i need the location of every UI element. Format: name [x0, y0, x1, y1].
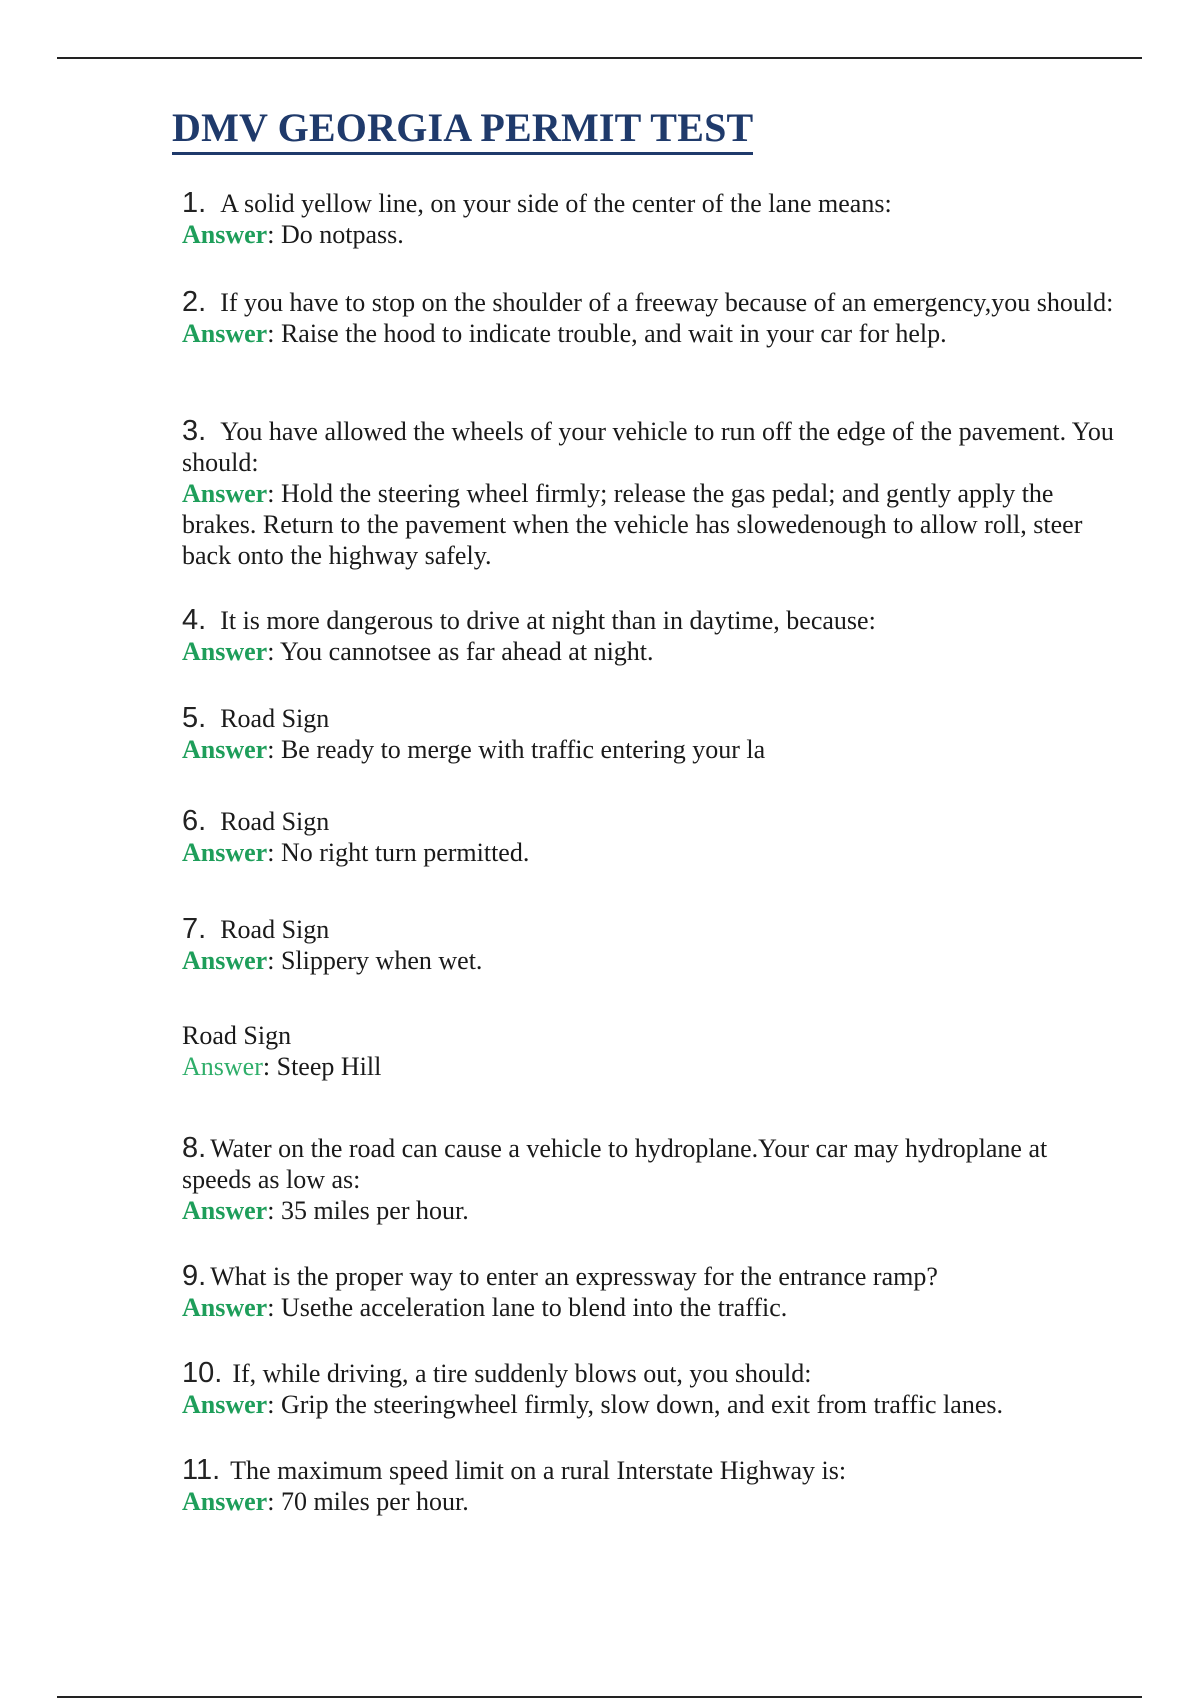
question-number: 2. [182, 286, 207, 318]
answer-colon: : [262, 1052, 271, 1081]
question-number: 9. [182, 1260, 207, 1292]
answer-colon: : [267, 220, 275, 249]
answer-line [182, 837, 1122, 868]
answer-text: Raise the hood to indicate trouble, and wait in your car for help. [280, 319, 947, 348]
question-number: 3. [182, 415, 207, 447]
answer-text: Do notpass. [280, 220, 404, 249]
question-text: If you have to stop on the shoulder of a freeway because of an emergency,you should: [220, 288, 1114, 317]
question-line [182, 703, 1122, 734]
answer-label: Answer [182, 946, 268, 975]
question-line [182, 188, 1122, 219]
answer-line [182, 1389, 1122, 1420]
answer-text: Steep Hill [276, 1052, 382, 1081]
answer-colon: : [267, 1487, 275, 1516]
top-rule [57, 57, 1142, 59]
question-number: 5. [182, 702, 207, 734]
answer-text: Usethe acceleration lane to blend into the traffic. [280, 1293, 788, 1322]
question-text: Road Sign [220, 807, 330, 836]
answer-label: Answer [182, 1293, 268, 1322]
question-block-11 [182, 1455, 1122, 1517]
answer-line [182, 734, 1122, 765]
answer-label: Answer [182, 637, 268, 666]
page-title: DMV GEORGIA PERMIT TEST [172, 104, 753, 155]
answer-label: Answer [182, 220, 268, 249]
question-text: What is the proper way to enter an expressway for the entrance ramp? [210, 1262, 938, 1291]
answer-line [182, 318, 1122, 349]
question-line [182, 1020, 1122, 1051]
answer-line [182, 1486, 1122, 1517]
question-line [182, 1358, 1122, 1389]
answer-label: Answer [182, 1487, 268, 1516]
question-text: It is more dangerous to drive at night than in daytime, because: [220, 606, 876, 635]
question-number: 11. [182, 1454, 221, 1486]
answer-label: Answer [182, 1390, 268, 1419]
question-line [182, 1133, 1122, 1195]
question-number: 7. [182, 913, 207, 945]
question-block-3 [182, 416, 1122, 571]
answer-line [182, 478, 1122, 571]
question-block-8 [182, 1133, 1122, 1226]
question-block-7 [182, 914, 1122, 976]
answer-text: Be ready to merge with traffic entering your la [280, 735, 766, 764]
question-text: You have allowed the wheels of your vehicle to run off the edge of the pavement. You should: [182, 417, 1114, 477]
answer-colon: : [267, 735, 275, 764]
question-line [182, 605, 1122, 636]
answer-line [182, 945, 1122, 976]
question-number: 1. [182, 187, 207, 219]
answer-text: Grip the steeringwheel firmly, slow down, and exit from traffic lanes. [280, 1390, 1003, 1419]
answer-label: Answer [182, 1196, 268, 1225]
question-line [182, 806, 1122, 837]
answer-line [182, 1195, 1122, 1226]
answer-line [182, 636, 1122, 667]
question-block-4 [182, 605, 1122, 667]
answer-line [182, 1292, 1122, 1323]
answer-colon: : [267, 319, 275, 348]
question-text: Water on the road can cause a vehicle to hydroplane.Your car may hydroplane at speeds as low as: [182, 1134, 1048, 1194]
answer-text: 35 miles per hour. [280, 1196, 469, 1225]
question-text: Road Sign [182, 1021, 292, 1050]
answer-label: Answer [182, 319, 268, 348]
answer-text: You cannotsee as far ahead at night. [280, 637, 654, 666]
answer-text: Hold the steering wheel firmly; release the gas pedal; and gently apply the brakes. Return to the pavement when the vehicle has slowedenough to allow roll, steer back onto the highway safely. [182, 479, 1083, 570]
question-number: 8. [182, 1132, 207, 1164]
question-line [182, 287, 1122, 318]
question-text: A solid yellow line, on your side of the center of the lane means: [220, 189, 892, 218]
question-text: Road Sign [220, 704, 330, 733]
question-number: 10. [182, 1357, 223, 1389]
answer-colon: : [267, 946, 275, 975]
answer-line [182, 219, 1122, 250]
question-line [182, 416, 1122, 478]
question-block-1 [182, 188, 1122, 250]
answer-label: Answer [182, 479, 268, 508]
question-text: If, while driving, a tire suddenly blows out, you should: [232, 1359, 812, 1388]
question-block-9 [182, 1261, 1122, 1323]
bottom-rule [57, 1696, 1142, 1698]
answer-colon: : [267, 1196, 275, 1225]
question-line [182, 1455, 1122, 1486]
answer-colon: : [267, 1390, 275, 1419]
answer-text: No right turn permitted. [280, 838, 530, 867]
answer-colon: : [267, 1293, 275, 1322]
answer-label: Answer [182, 838, 268, 867]
answer-colon: : [267, 479, 275, 508]
answer-label: Answer [182, 735, 268, 764]
answer-line [182, 1051, 1122, 1082]
question-block-unnumbered [182, 1020, 1122, 1082]
question-block-5 [182, 703, 1122, 765]
question-block-6 [182, 806, 1122, 868]
question-block-2 [182, 287, 1122, 349]
question-line [182, 914, 1122, 945]
question-line [182, 1261, 1122, 1292]
question-block-10 [182, 1358, 1122, 1420]
answer-colon: : [267, 838, 275, 867]
answer-text: Slippery when wet. [280, 946, 483, 975]
answer-colon: : [267, 637, 275, 666]
question-number: 4. [182, 604, 207, 636]
answer-label: Answer [182, 1052, 263, 1081]
question-text: Road Sign [220, 915, 330, 944]
question-number: 6. [182, 805, 207, 837]
question-text: The maximum speed limit on a rural Interstate Highway is: [230, 1456, 847, 1485]
answer-text: 70 miles per hour. [280, 1487, 469, 1516]
